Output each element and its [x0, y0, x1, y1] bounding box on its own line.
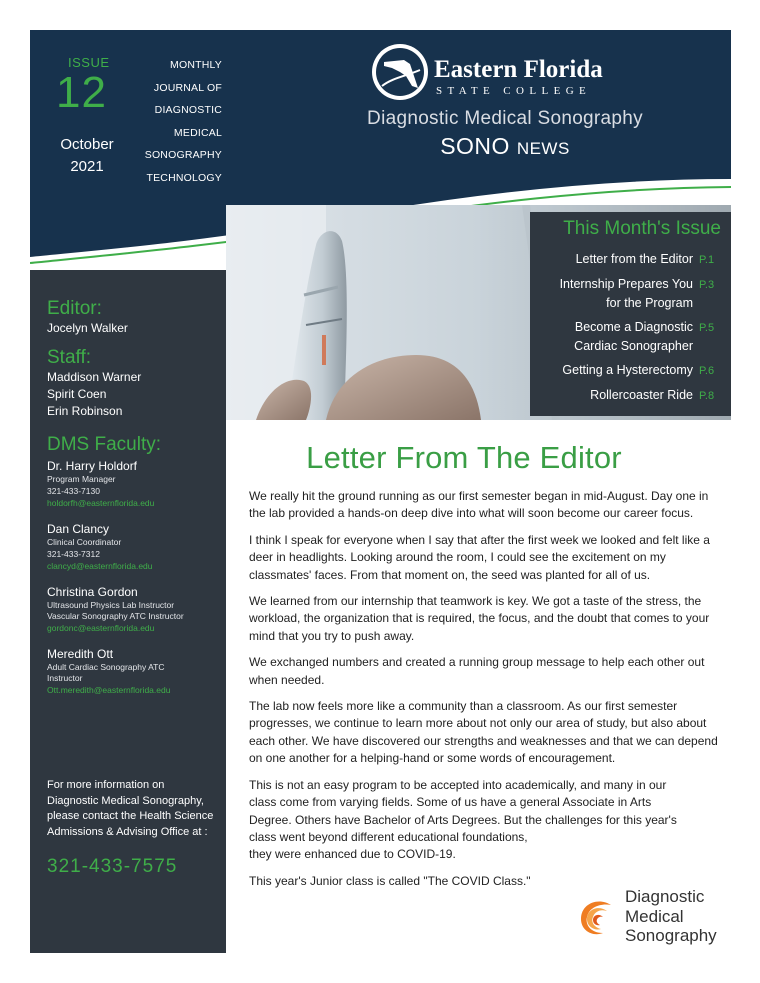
college-subtitle: STATE COLLEGE: [436, 85, 592, 97]
article-paragraph: The lab now feels more like a community than a classroom. As our first semester progresses, we continue to learn more about not only our area of study, but also about each other. We have discovered our strengths and weaknesses and that we can depend on one another for a helping-hand or some words of encouragement.: [249, 699, 718, 766]
faculty-email-link[interactable]: gordonc@easternflorida.edu: [47, 623, 155, 633]
article-line: This is not an easy program to be accepted into academically, and many in our: [249, 777, 667, 792]
dms-logo-text: [625, 887, 717, 946]
issue-label: ISSUE: [68, 55, 110, 70]
faculty-name: Dr. Harry Holdorf: [47, 459, 138, 473]
journal-line: DIAGNOSTIC: [154, 104, 222, 117]
article-title: Letter From The Editor: [306, 440, 622, 475]
faculty-role: Vascular Sonography ATC Instructor: [47, 611, 184, 621]
newsletter-title-sub: NEWS: [516, 139, 570, 158]
journal-line: TECHNOLOGY: [146, 171, 222, 184]
toc-item-title-line: Cardiac Sonographer: [574, 339, 693, 353]
swirl-logo-icon: [575, 895, 619, 939]
toc-item-page: P.6: [699, 365, 715, 377]
faculty-member: [47, 584, 226, 634]
faculty-email-link[interactable]: clancyd@easternflorida.edu: [47, 561, 153, 571]
contact-phone[interactable]: 321-433-7575: [47, 856, 178, 877]
program-title: Diagnostic Medical Sonography: [367, 108, 643, 129]
faculty-name: Dan Clancy: [47, 522, 110, 536]
toc-item-title: [574, 318, 693, 356]
article-paragraph: I think I speak for everyone when I say that after the first week we looked and felt like a deer in headlights. Looking around the room, I could see the excitement on my classmates' faces. From that moment on, the seed was planted for all of us.: [249, 532, 710, 582]
toc-item-page: P.8: [699, 390, 715, 402]
newsletter-page: [30, 30, 731, 953]
staff-heading: Staff:: [47, 347, 92, 368]
journal-line: JOURNAL OF: [153, 81, 222, 94]
issue-year: 2021: [70, 158, 104, 175]
toc-item[interactable]: [530, 361, 721, 381]
staff-member: Spirit Coen: [47, 387, 107, 401]
toc-item[interactable]: [530, 386, 721, 406]
contents-heading: This Month's Issue: [563, 218, 721, 239]
dms-logo-line: Medical: [625, 906, 684, 926]
toc-item-page: P.1: [699, 254, 715, 266]
article-line: class went beyond different educational foundations,: [249, 829, 528, 844]
faculty-role: Program Manager: [47, 474, 116, 484]
journal-line: SONOGRAPHY: [144, 149, 222, 162]
toc-item-title-line: Become a Diagnostic: [574, 320, 693, 334]
issue-month: October: [60, 136, 114, 153]
toc-item-title: [560, 275, 693, 313]
toc-item-page: P.3: [699, 279, 715, 291]
staff-member: Maddison Warner: [47, 370, 142, 384]
contact-info-text: For more information on Diagnostic Medical Sonography, please contact the Health Science Admissions & Advising Office at :: [47, 779, 214, 838]
newsletter-title-main: SONO: [440, 133, 510, 159]
faculty-name: Christina Gordon: [47, 585, 138, 599]
article-line: Degree. Others have Bachelor of Arts Degrees. But the challenges for this year's: [249, 812, 677, 827]
issue-date: [48, 134, 126, 178]
staff-member: Erin Robinson: [47, 404, 123, 418]
toc-item-title-line: for the Program: [606, 296, 693, 310]
article-paragraph: We really hit the ground running as our first semester began in mid-August. Day one in the lab provided a hands-on deep dive into what will soon become our career focus.: [249, 489, 709, 521]
article-paragraph: [249, 777, 721, 864]
table-of-contents: [530, 212, 731, 416]
faculty-email-link[interactable]: Ott.meredith@easternflorida.edu: [47, 685, 171, 695]
toc-item-title: Getting a Hysterectomy: [562, 363, 693, 377]
college-logo: [370, 40, 630, 110]
editor-name: Jocelyn Walker: [47, 321, 128, 335]
sidebar: [30, 270, 226, 953]
faculty-role: Adult Cardiac Sonography ATC: [47, 662, 165, 672]
toc-item-title-line: Internship Prepares You: [559, 277, 693, 291]
toc-item[interactable]: [530, 318, 721, 356]
newsletter-title: [330, 133, 680, 160]
article-paragraph: We exchanged numbers and created a running group message to help each other out when needed.: [249, 655, 705, 687]
faculty-phone: 321-433-7130: [47, 486, 100, 496]
college-name: Eastern Florida: [434, 56, 603, 83]
journal-line: MONTHLY: [170, 59, 222, 71]
faculty-email-link[interactable]: holdorfh@easternflorida.edu: [47, 498, 155, 508]
article: [249, 440, 721, 899]
faculty-role: Ultrasound Physics Lab Instructor: [47, 600, 175, 610]
faculty-name: Meredith Ott: [47, 647, 114, 661]
dms-logo-line: Diagnostic: [625, 887, 705, 906]
faculty-role: Instructor: [47, 673, 83, 683]
faculty-member: [47, 521, 226, 572]
article-line: class come from varying fields. Some of us have a general Associate in Arts: [249, 795, 652, 810]
toc-item-page: P.5: [699, 322, 715, 334]
toc-item-title: Letter from the Editor: [575, 252, 693, 266]
faculty-phone: 321-433-7312: [47, 549, 100, 559]
article-closing: This year's Junior class is called "The COVID Class.": [249, 873, 531, 888]
faculty-role: Clinical Coordinator: [47, 537, 122, 547]
florida-seal-icon: [370, 42, 430, 102]
toc-item[interactable]: [530, 250, 721, 270]
issue-number: 12: [56, 68, 107, 117]
journal-line: MEDICAL: [173, 126, 222, 139]
faculty-heading: DMS Faculty:: [47, 434, 162, 455]
faculty-member: [47, 458, 226, 509]
editor-heading: Editor:: [47, 298, 102, 319]
article-line: they were enhanced due to COVID-19.: [249, 847, 456, 862]
dms-logo-line: Sonography: [625, 926, 717, 945]
faculty-member: [47, 646, 226, 696]
journal-description: [130, 54, 222, 190]
toc-item[interactable]: [530, 275, 721, 313]
article-paragraph: We learned from our internship that teamwork is key. We got a taste of the stress, the workload, the organization that is required, the focus, and the doubt that comes to your mind that you try to push away.: [249, 594, 710, 643]
dms-logo: [575, 887, 731, 951]
toc-item-title: Rollercoaster Ride: [590, 388, 693, 402]
